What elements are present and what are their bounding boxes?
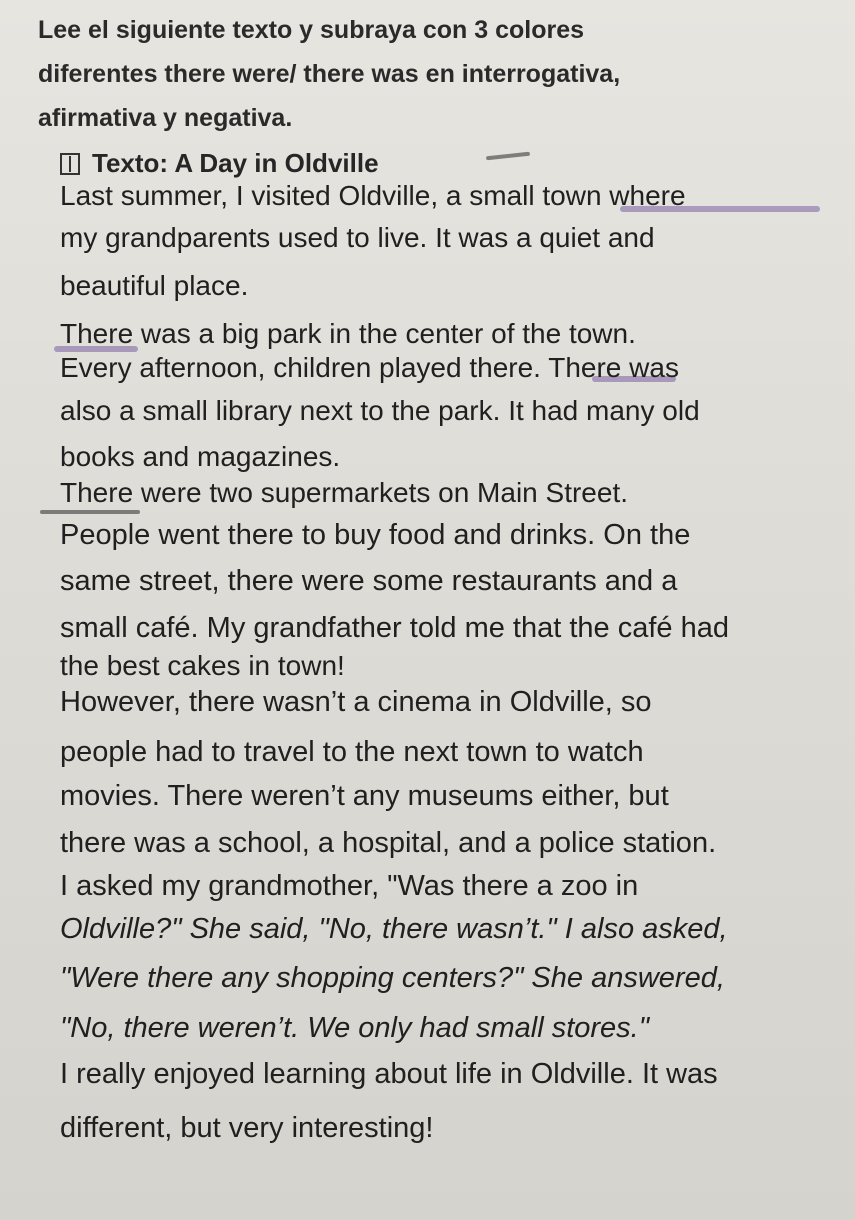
text-line: same street, there were some restaurants and a bbox=[60, 565, 678, 597]
text-line: the best cakes in town! bbox=[60, 650, 345, 681]
text-line: However, there wasn’t a cinema in Oldville, so bbox=[60, 686, 652, 718]
instruction-line: afirmativa y negativa. bbox=[38, 104, 293, 132]
text-line: my grandparents used to live. It was a quiet and bbox=[60, 222, 655, 253]
text-line: Every afternoon, children played there. There was bbox=[60, 352, 679, 383]
text-line: there was a school, a hospital, and a police station. bbox=[60, 827, 717, 859]
text-line: There was a big park in the center of the town. bbox=[60, 318, 636, 349]
text-line: beautiful place. bbox=[60, 270, 249, 301]
text-line: There were two supermarkets on Main Street. bbox=[60, 477, 629, 508]
instructions bbox=[38, 8, 798, 140]
instruction-line: Lee el siguiente texto y subraya con 3 colores bbox=[38, 16, 585, 44]
title-text: Texto: A Day in Oldville bbox=[92, 148, 379, 178]
text-line: "Were there any shopping centers?" She answered, bbox=[60, 962, 725, 994]
instruction-line: diferentes there were/ there was en interrogativa, bbox=[38, 60, 621, 88]
text-line: I really enjoyed learning about life in Oldville. It was bbox=[60, 1058, 718, 1090]
text-line: "No, there weren’t. We only had small stores." bbox=[60, 1012, 650, 1044]
text-line: books and magazines. bbox=[60, 441, 341, 472]
text-line: also a small library next to the park. It had many old bbox=[60, 395, 700, 426]
highlight-underline bbox=[40, 510, 140, 514]
text-line: small café. My grandfather told me that the café had bbox=[60, 612, 729, 644]
book-icon bbox=[60, 153, 80, 175]
text-line: People went there to buy food and drinks. On the bbox=[60, 519, 691, 551]
text-line: movies. There weren’t any museums either, but bbox=[60, 780, 669, 812]
text-line: people had to travel to the next town to watch bbox=[60, 736, 644, 768]
pen-mark bbox=[486, 152, 530, 161]
text-title bbox=[60, 148, 379, 179]
text-line: Last summer, I visited Oldville, a small town where bbox=[60, 180, 686, 211]
text-line: I asked my grandmother, "Was there a zoo in bbox=[60, 870, 639, 902]
text-line: different, but very interesting! bbox=[60, 1112, 434, 1144]
text-line: Oldville?" She said, "No, there wasn’t." I also asked, bbox=[60, 913, 728, 945]
